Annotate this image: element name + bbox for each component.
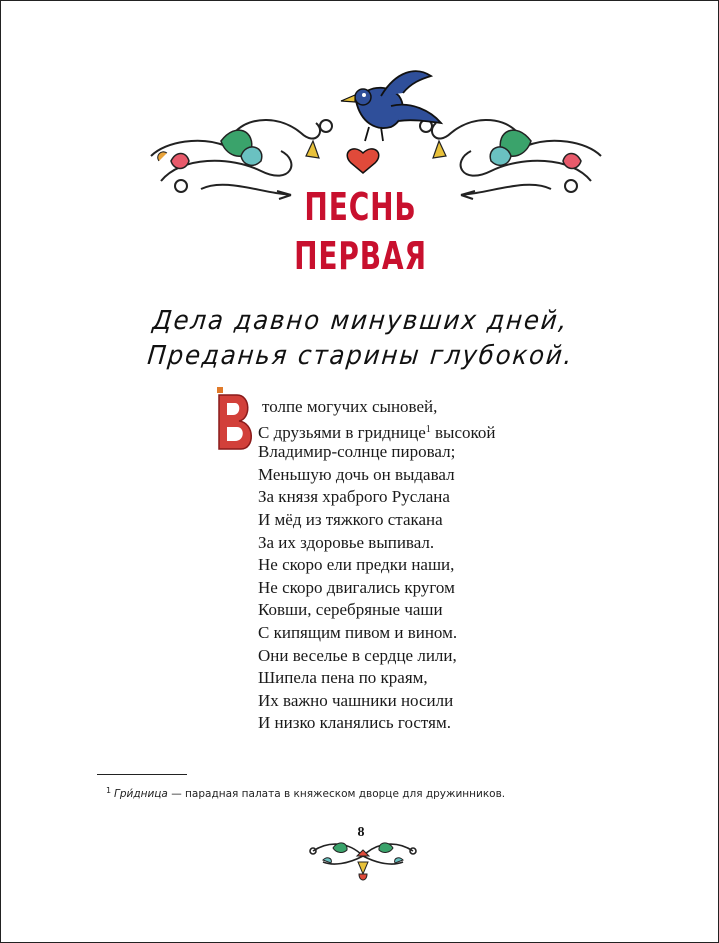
chapter-title-line-2: ПЕРВАЯ bbox=[294, 234, 427, 278]
verse-line: Они веселье в сердце лили, bbox=[258, 645, 457, 665]
verse-line: Меньшую дочь он выдавал bbox=[258, 464, 455, 484]
footnote-term: Гри́дница bbox=[114, 788, 168, 800]
page-number: 8 bbox=[353, 825, 369, 841]
verse-line: Их важно чашники носили bbox=[258, 690, 454, 710]
verse-line: толпе могучих сыновей, bbox=[262, 397, 438, 416]
verse-line: За князя храброго Руслана bbox=[258, 487, 450, 507]
verse-block bbox=[258, 396, 496, 735]
footnote-divider bbox=[97, 774, 187, 775]
epigraph-line-1: Дела давно минувших дней, bbox=[151, 306, 570, 336]
footnote bbox=[106, 786, 506, 800]
drop-cap bbox=[211, 383, 257, 455]
verse-line: Не скоро ели предки наши, bbox=[258, 555, 455, 575]
chapter-title-line-1: ПЕСНЬ bbox=[304, 185, 417, 229]
footnote-text: — парадная палата в княжеском дворце для дружинников. bbox=[167, 788, 506, 800]
verse-line: И мёд из тяжкого стакана bbox=[258, 509, 443, 529]
verse-line: С кипящим пивом и вином. bbox=[258, 622, 458, 642]
svg-text:В: В bbox=[234, 433, 235, 434]
verse-line: Шипела пена по краям, bbox=[258, 668, 428, 688]
verse-line: С друзьями в гриднице$^1$ высокой bbox=[258, 422, 496, 442]
footnote-reference[interactable]: 1 bbox=[425, 423, 431, 435]
verse-line: Владимир-солнце пировал; bbox=[258, 442, 456, 462]
footnote-mark: 1 bbox=[106, 786, 112, 795]
epigraph-line-2: Преданья старины глубокой. bbox=[146, 341, 575, 371]
verse-line: За их здоровье выпивал. bbox=[258, 532, 435, 552]
verse-line: Ковши, серебряные чаши bbox=[258, 600, 443, 620]
verse-line: Не скоро двигались кругом bbox=[258, 577, 455, 597]
verse-line: И низко кланялись гостям. bbox=[258, 713, 451, 733]
